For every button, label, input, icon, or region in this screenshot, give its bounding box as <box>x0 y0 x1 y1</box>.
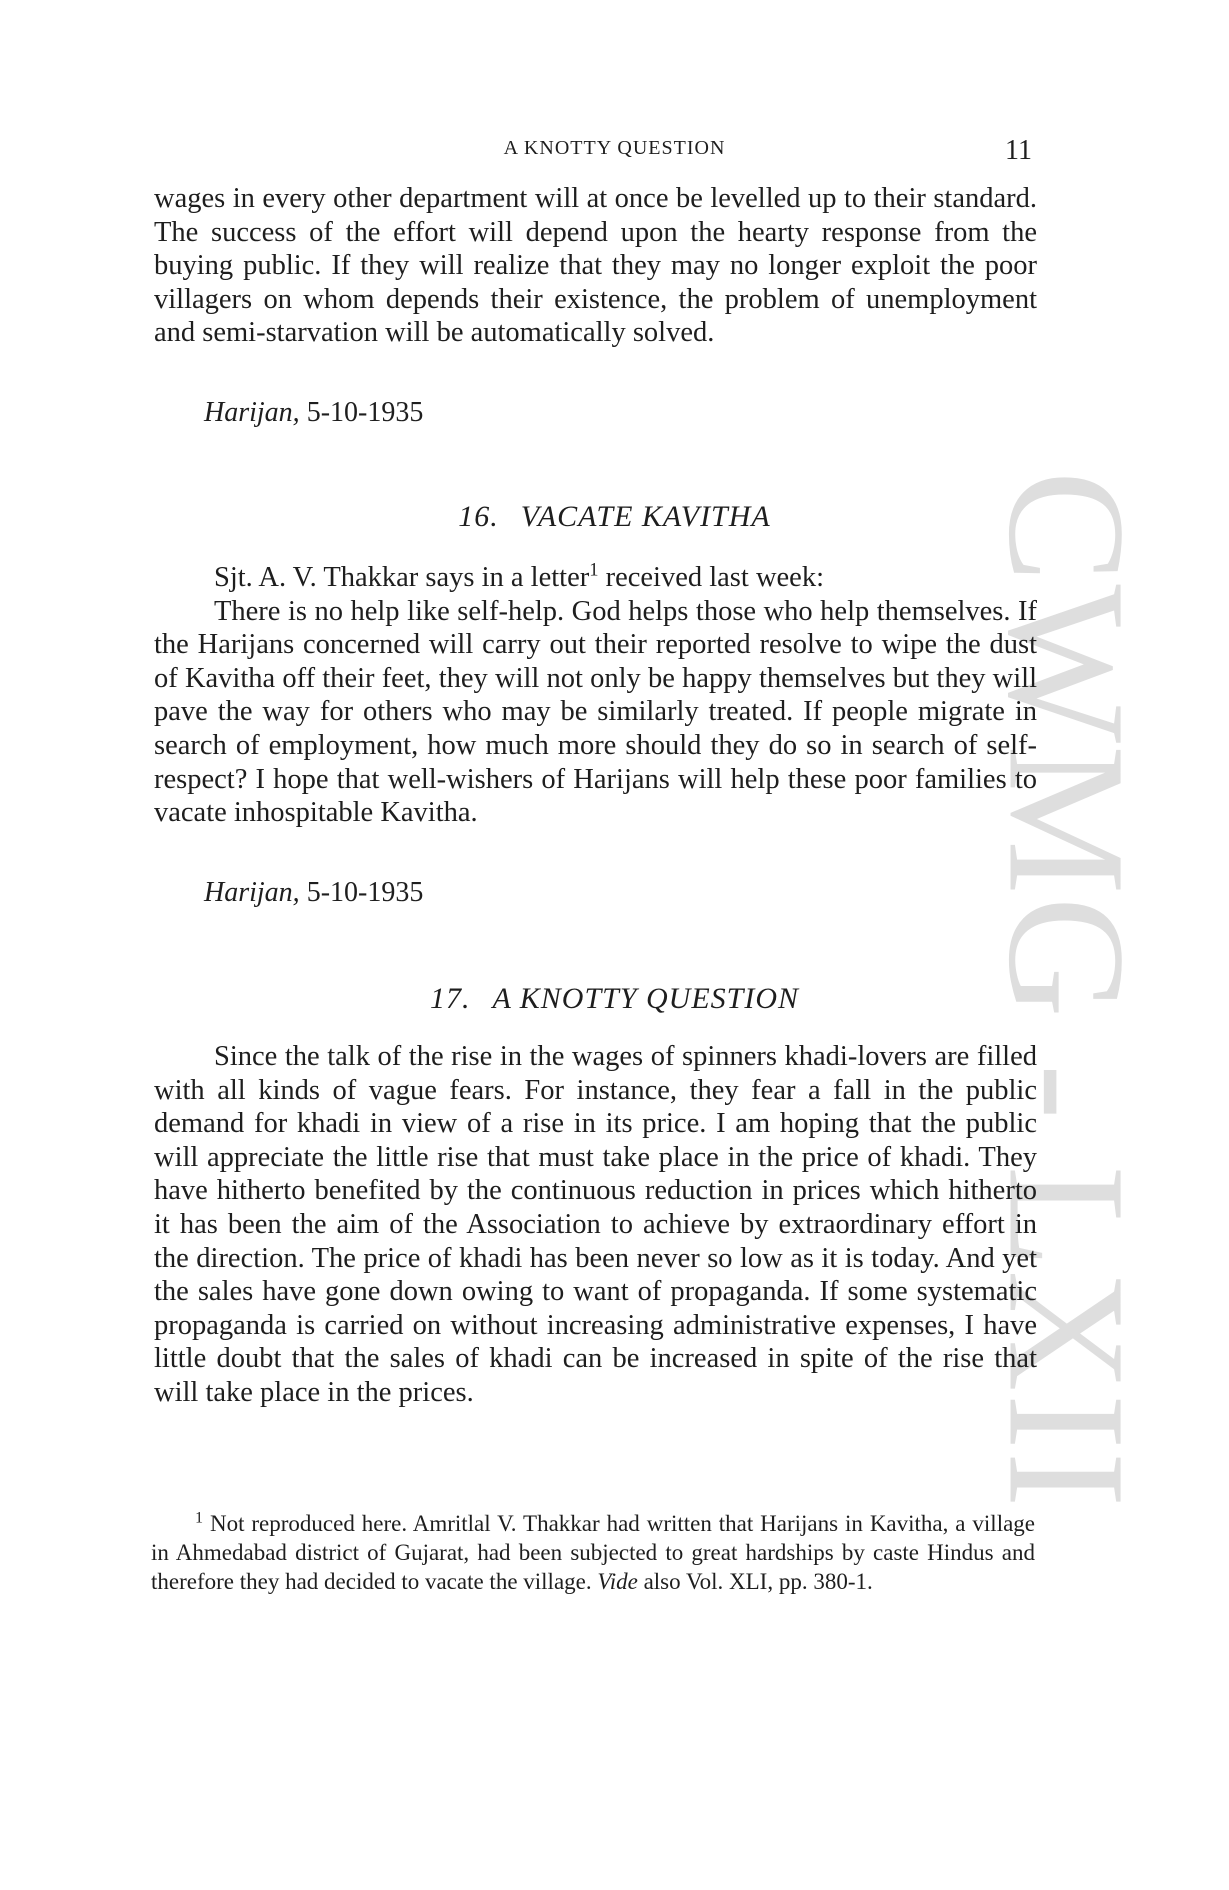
section-16-intro <box>154 561 1037 595</box>
footnote-reference: 1 <box>589 559 599 581</box>
section-17-heading <box>0 982 1229 1016</box>
footnote-text-before: Not reproduced here. Amritlal V. Thakkar had written that Harijans in Kavitha, a village in Ahmedabad district of Gujarat, had been subjected to great hardships by caste Hindus and therefore they had decided to vacate the village. <box>151 1511 1035 1594</box>
section-17-number: 17. <box>429 982 471 1015</box>
section-16-citation <box>204 877 423 909</box>
section-16-heading <box>0 500 1229 534</box>
section-16-intro-before: Sjt. A. V. Thakkar says in a letter <box>214 562 590 593</box>
continuation-citation <box>204 397 423 429</box>
footnote-text <box>151 1510 1035 1596</box>
footnote <box>151 1510 1035 1596</box>
citation-date: 5-10-1935 <box>306 877 424 908</box>
section-17-title: A KNOTTY QUESTION <box>492 982 800 1015</box>
footnote-text-after: also Vol. XLI, pp. 380-1. <box>637 1568 873 1594</box>
citation-source: Harijan, <box>204 397 300 428</box>
section-16-number: 16. <box>458 500 499 533</box>
section-17-text: Since the talk of the rise in the wages of spinners khadi-lovers are filled with all kinds of vague fears. For instance, they fear a fall in the public demand for khadi in view of a rise in its price. I am hoping that the public will appreciate the little rise that must take place in the price of khadi. They have hitherto benefited by the continuous reduction in prices which hitherto it has been the aim of the Association to achieve by extraordinary effort in the direction. The price of khadi has been never so low as it is today. And yet the sales have gone down owing to want of propaganda. If some systematic propaganda is carried on without increasing administrative expenses, I have little doubt that the sales of khadi can be increased in spite of the rise that will take place in the prices. <box>154 1041 1037 1408</box>
section-17-body <box>154 1040 1037 1410</box>
watermark-text: CWMG - LXII <box>974 470 1161 1510</box>
footnote-vide: Vide <box>597 1568 638 1594</box>
citation-source: Harijan, <box>204 877 300 908</box>
section-16-body <box>154 561 1037 830</box>
section-16-intro-after: received last week: <box>598 562 824 593</box>
citation-date: 5-10-1935 <box>306 397 424 428</box>
running-head <box>0 135 1229 165</box>
footnote-marker: 1 <box>195 1509 204 1527</box>
section-16-title: VACATE KAVITHA <box>520 500 771 533</box>
running-title: A KNOTTY QUESTION <box>503 137 726 159</box>
page-number: 11 <box>1005 135 1032 166</box>
continuation-paragraph <box>154 182 1037 350</box>
continuation-text: wages in every other department will at once be levelled up to their standard. The success of the effort will depend upon the hearty response from the buying public. If they will realize that they may no longer exploit the poor villagers on whom depends their existence, the problem of unemployment and semi-starvation will be automatically solved. <box>154 183 1037 349</box>
section-16-quote: There is no help like self-help. God helps those who help themselves. If the Harijans concerned will carry out their reported resolve to wipe the dust of Kavitha off their feet, they will not only be happy themselves but they will pave the way for others who may be similarly treated. If people migrate in search of employment, how much more should they do so in search of self-respect? I hope that well-wishers of Harijans will help these poor families to vacate inhospitable Kavitha. <box>154 595 1037 829</box>
